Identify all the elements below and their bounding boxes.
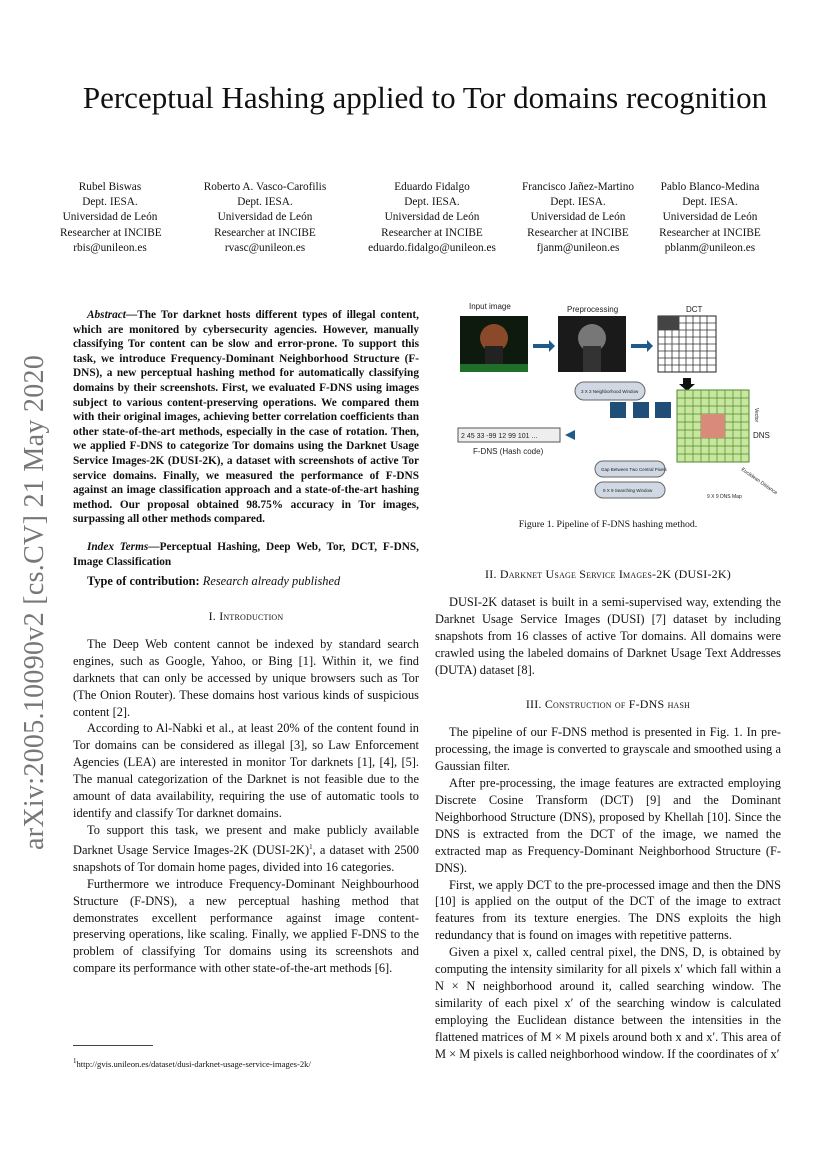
dns-map-label: 9 X 9 DNS Map: [707, 494, 742, 500]
pipeline-diagram: [455, 298, 785, 508]
author-name: Pablo Blanco-Medina: [660, 181, 760, 193]
figure-caption: Figure 1. Pipeline of F-DNS hashing method.: [518, 519, 698, 530]
footnote: [73, 1056, 419, 1070]
gap-label: Gap Between Two Central Pixels: [601, 467, 667, 472]
paragraph: The Deep Web content cannot be indexed by standard search engines, such as Google, Yahoo, or Bing [1]. Within it, we find darknets that can only be accessed by unique browsers such as Tor (The Onion Router). These domains host various kinds of suspicious content [2].: [73, 636, 419, 719]
grayscale-image-silhouette: [583, 346, 601, 372]
author-1: [60, 180, 160, 256]
footnote-url[interactable]: http://gvis.unileon.es/dataset/dusi-darknet-usage-service-images-2k/: [76, 1058, 311, 1069]
arxiv-identifier: arXiv:2005.10090v2 [cs.CV] 21 May 2020: [19, 354, 50, 850]
preprocessing-label: Preprocessing: [567, 305, 619, 314]
paragraph: [73, 822, 419, 876]
figure-1-pipeline: [455, 298, 785, 508]
dct-label: DCT: [686, 305, 703, 314]
neighborhood-window-label: 3 X 3 Neighborhood Window: [581, 389, 639, 394]
contribution-label: Type of contribution:: [87, 574, 200, 589]
section-title: Darknet Usage Service Images-2K (DUSI-2K): [499, 567, 731, 581]
section-numeral: III.: [525, 697, 545, 712]
searching-window-label: 9 X 9 Searching Window: [603, 488, 653, 493]
footnote-mark: 1: [73, 1057, 77, 1065]
author-dept: Dept. IESA.: [550, 196, 606, 209]
author-email: rvasc@unileon.es: [224, 241, 306, 254]
dns-grid: [677, 390, 749, 462]
left-column: [73, 308, 419, 977]
section-heading-fdns: [435, 696, 781, 713]
arrow-right-icon: [533, 340, 555, 352]
section-heading-dusi: [435, 566, 781, 583]
author-role: Researcher at INCIBE: [60, 226, 162, 239]
paragraph-text: , a dataset with 2500 snapshots of Tor domain home pages, divided into 16 categories.: [73, 842, 420, 874]
footnote-link[interactable]: 1: [309, 842, 313, 851]
author-role: Researcher at INCIBE: [659, 226, 761, 239]
dns-highlight: [701, 414, 725, 438]
author-role: Researcher at INCIBE: [214, 226, 316, 239]
paragraph-text: To support this task, we present and make publicly available Darknet Usage Service Images-2K (DUSI-2K): [73, 822, 419, 857]
section-title: Construction of F-DNS hash: [544, 697, 691, 712]
author-email: fjanm@unileon.es: [536, 241, 620, 254]
dns-label: DNS: [753, 431, 770, 440]
author-university: Universidad de León: [662, 211, 758, 224]
author-email: pblanm@unileon.es: [664, 241, 756, 254]
neighbor-pixel-block: [655, 402, 671, 418]
author-university: Universidad de León: [62, 211, 158, 224]
paragraph: Furthermore we introduce Frequency-Dominant Neighbourhood Structure (F-DNS), a new perceptual hashing method that demonstrates excellent performance against image content-preserving operations, like scaling. Finally, we applied F-DNS to the problem of classifying Tor domains using its screenshots and compare its performance with other state-of-the-art methods [6].: [73, 876, 419, 976]
author-university: Universidad de León: [530, 211, 626, 224]
author-role: Researcher at INCIBE: [527, 226, 629, 239]
author-dept: Dept. IESA.: [82, 196, 138, 209]
author-dept: Dept. IESA.: [682, 196, 738, 209]
index-terms-text: —Perceptual Hashing, Deep Web, Tor, DCT, F-DNS, Image Classification: [73, 540, 419, 568]
paper-title: Perceptual Hashing applied to Tor domains recognition: [82, 80, 768, 115]
author-name: Francisco Jañez-Martino: [522, 181, 634, 193]
arrow-right-icon: [631, 340, 653, 352]
section-title: Introduction: [219, 609, 284, 623]
author-name: Eduardo Fidalgo: [394, 181, 470, 193]
author-dept: Dept. IESA.: [404, 196, 460, 209]
footnote-rule: [73, 1045, 153, 1046]
author-name: Rubel Biswas: [78, 181, 142, 193]
author-2: [190, 180, 340, 256]
hash-code-values: 2 45 33 -99 12 99 101 ...: [461, 433, 538, 440]
arrow-down-icon: [679, 378, 695, 391]
index-terms-label: Index Terms: [87, 540, 149, 553]
author-dept: Dept. IESA.: [237, 196, 293, 209]
arxiv-stamp: [18, 352, 52, 850]
author-4: [518, 180, 638, 256]
paragraph: After pre-processing, the image features are extracted employing Discrete Cosine Transform (DCT) [9] and the Dominant Neighborhood Structure (DNS), proposed by Khellah [10]. Since the DNS is extracted from the DCT of the image, we named the extracted map as Frequency-Dominant Neighborhood Structure (F-DNS).: [435, 776, 781, 875]
euclidean-distance-label: Euclidean Distance: [739, 466, 779, 497]
author-university: Universidad de León: [217, 211, 313, 224]
right-column: [435, 566, 781, 1062]
author-5: [650, 180, 770, 256]
abstract: [73, 308, 419, 527]
index-terms: [73, 540, 419, 569]
section-heading-introduction: [73, 608, 419, 625]
author-name: Roberto A. Vasco-Carofilis: [203, 181, 327, 193]
paragraph: DUSI-2K dataset is built in a semi-supervised way, extending the Darknet Usage Service Images (DUSI) [7] dataset by including snapshots from 16 classes of active Tor domains. All domains were crawled using the labeled domains of Darknet Usage Text Addresses (DUTA) dataset [8].: [435, 594, 781, 677]
contribution-type: [73, 573, 419, 590]
author-university: Universidad de León: [384, 211, 480, 224]
dct-low-frequency-block: [658, 316, 679, 330]
vector-label: Vector: [753, 408, 759, 423]
abstract-label: Abstract: [87, 309, 126, 321]
contribution-value: Research already published: [202, 574, 341, 589]
author-role: Researcher at INCIBE: [381, 226, 483, 239]
neighbor-pixel-block: [633, 402, 649, 418]
author-email: eduardo.fidalgo@unileon.es: [368, 241, 496, 254]
section-numeral: I.: [208, 609, 220, 623]
hash-code-label: F-DNS (Hash code): [473, 447, 544, 456]
paragraph: According to Al-Nabki et al., at least 20% of the content found in Tor domains can be considered as illegal [3], so Law Enforcement Agencies (LEA) are interested in monitor Tor darknets [1], [4], [5]. The manual categorization of the Darknet is not feasible due to the amount of data availability, requiring the use of automatic tools to identify and classify Tor darknet domains.: [73, 721, 419, 820]
input-image-footer: [460, 364, 528, 372]
central-pixel-block: [610, 402, 626, 418]
abstract-text: —The Tor darknet hosts different types of illegal content, which are monitored by cybersecurity agencies. However, manually classifying Tor content can be slow and error-prone. To support this task, we introduce Frequency-Dominant Neighborhood Structure (F-DNS), a new perceptual hashing method for automatically classifying domains by their screenshots. First, we evaluated F-DNS using images subject to various content-preserving operations. We compared them with their original images, achieving better correlation coefficients than other state-of-the-art methods, especially in the case of rotation. Then, we applied F-DNS to categorize Tor domains using the Darknet Usage Service Images-2K (DUSI-2K), a dataset with screenshots of active Tor service domains. Finally, we measured the performance of F-DNS against an image classification approach and a state-of-the-art hashing method. Our proposal obtained 98.75% accuracy in Tor images, surpassing all other methods compared.: [73, 309, 419, 526]
section-numeral: II.: [485, 567, 500, 581]
arrow-left-icon: [565, 430, 575, 440]
paragraph: First, we apply DCT to the pre-processed image and then the DNS [10] is applied on the output of the DCT of the image to extract features from its texture energies. The DNS exploits the high redundancy that is found on images with repetitive patterns.: [435, 877, 781, 943]
author-3: [357, 180, 507, 256]
paragraph: The pipeline of our F-DNS method is presented in Fig. 1. In pre-processing, the image is converted to grayscale and smoothed using a Gaussian filter.: [435, 725, 781, 774]
input-image-label: Input image: [469, 302, 511, 311]
paragraph: Given a pixel x, called central pixel, the DNS, D, is obtained by computing the intensity similarity for all pixels x′ which fall within a N × N neighborhood around it, called searching window. The similarity of each pixel x′ of the searching window is calculated employing the Euclidean distance between the intensities in the flattened matrices of M × M pixels around both x and x′. This area of M × M pixels is called neighborhood window. If the coordinates of x′: [435, 945, 781, 1061]
author-email: rbis@unileon.es: [73, 241, 147, 254]
